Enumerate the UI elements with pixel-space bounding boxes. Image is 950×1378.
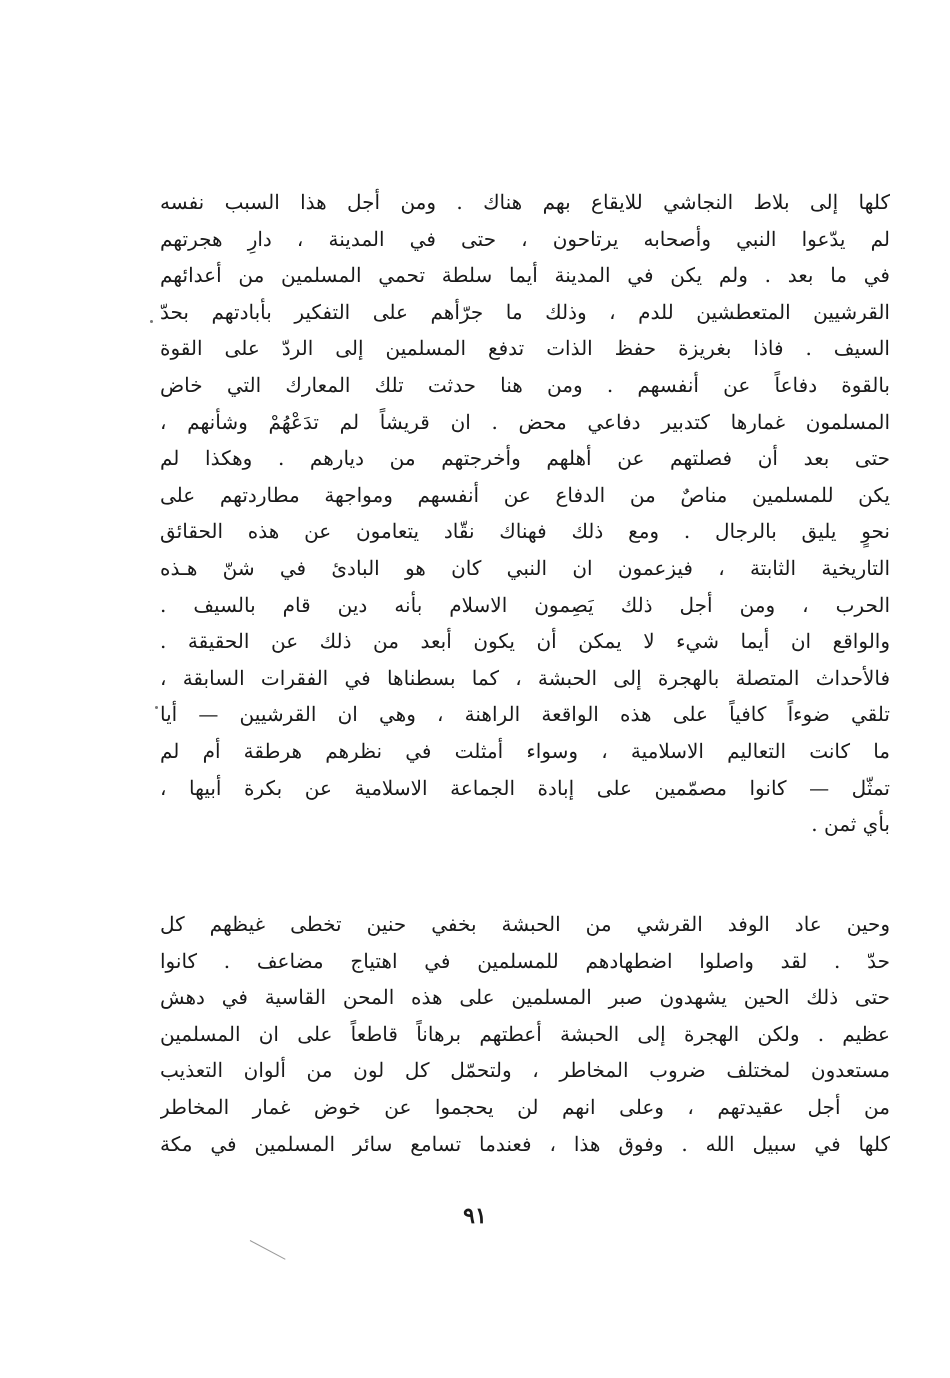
text-line: الحرب ، ومن أجل ذلك يَصِمون الاسلام بأنه دين قام بالسيف . [160, 592, 890, 617]
scan-speck [150, 320, 153, 323]
paragraph-1 [160, 184, 890, 843]
text-line: كلها إلى بلاط النجاشي للايقاع بهم هناك . ومن أجل هذا السبب نفسه [160, 190, 890, 214]
text-line: والواقع ان أيما شيء لا يمكن أن يكون أبعد من ذلك عن الحقيقة . [160, 629, 890, 654]
text-line: يكن للمسلمين مناصٌ من الدفاع عن أنفسهم ومواجهة مطاردتهم على [160, 482, 890, 507]
text-line: من أجل عقيدتهم ، وعلى انهم لن يحجموا عن خوض غمار المخاطر [160, 1094, 890, 1119]
text-line: مستعدون لمختلف ضروب المخاطر ، ولتحمّل كل لون من ألوان التعذيب [160, 1058, 890, 1083]
scan-artifact [250, 1240, 286, 1260]
text-line: لم يدّعوا النبي وأصحابه يرتاحون ، حتى في المدينة ، دارِ هجرتهم [160, 226, 890, 251]
text-line: حتى بعد أن فصلتهم عن أهلهم وأخرجتهم من ديارهم . وهكذا لم [160, 446, 890, 471]
text-line: تلقي ضوءاً كافياً على هذه الواقعة الراهنة ، وهي ان القرشيين — أيا [160, 702, 890, 727]
text-line: عظيم . ولكن الهجرة إلى الحبشة أعطتهم برهاناً قاطعاً على ان المسلمين [160, 1021, 890, 1046]
text-line: فالأحداث المتصلة بالهجرة إلى الحبشة ، كما بسطناها في الفقرات السابقة ، [160, 665, 890, 690]
text-line: بأي ثمن . [811, 812, 890, 837]
text-line: حتى ذلك الحين يشهدون صبر المسلمين على هذه المحن القاسية في دهش [160, 985, 890, 1010]
text-line: القرشيين المتعطشين للدم ، وذلك ما جرّأهم على التفكير بأبادتهم بحدّ [160, 299, 890, 324]
text-line: المسلمون غمارها كتدبير دفاعي محض . ان قريشاً لم تدَعْهُمْ وشأنهم ، [160, 409, 890, 434]
text-line: السيف . فاذا بغريزة حفظ الذات تدفع المسلمين إلى الردّ على القوة [160, 336, 890, 361]
text-line: حدّ . لقد واصلوا اضطهادهم للمسلمين في اهتياج مضاعف . كانوا [160, 948, 890, 973]
text-line: التاريخية الثابتة ، فيزعمون ان النبي كان هو البادئ في شنّ هـذه [160, 555, 890, 580]
text-line: بالقوة دفاعاً عن أنفسهم . ومن هنا حدثت تلك المعارك التي خاض [160, 372, 890, 397]
page-number: ٩١ [463, 1203, 487, 1229]
text-line: ما كانت التعاليم الاسلامية ، وسواء أمثلت في نظرهم هرطقة أم لم [160, 738, 890, 763]
paragraph-2 [160, 906, 890, 1162]
text-line: نحوٍ يليق بالرجال . ومع ذلك فهناك نقّاد يتعامون عن هذه الحقائق [160, 519, 890, 544]
text-line: كلها في سبيل الله . وفوق هذا ، فعندما تسامع سائر المسلمين في مكة [160, 1131, 890, 1156]
text-line: تمثّل — كانوا مصمّمين على إبادة الجماعة الاسلامية عن بكرة أبيها ، [160, 775, 890, 800]
text-line: وحين عاد الوفد القرشي من الحبشة بخفي حنين تخطى غيظهم كل [160, 912, 890, 936]
text-line: في ما بعد . ولم يكن في المدينة أيما سلطة تحمي المسلمين من أعدائهم [160, 263, 890, 288]
scan-speck [155, 706, 158, 709]
